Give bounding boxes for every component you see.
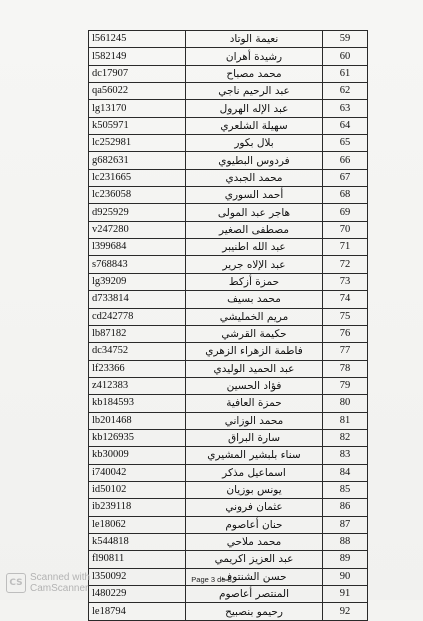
- id-cell: v247280: [89, 221, 186, 238]
- name-cell: عبد الإله الهرول: [186, 100, 323, 117]
- table-row: [89, 117, 368, 134]
- name-cell: محمد بسيف: [186, 291, 323, 308]
- id-cell: qa56022: [89, 83, 186, 100]
- id-cell: id50102: [89, 481, 186, 498]
- name-cell: محمد ملاحي: [186, 533, 323, 550]
- id-cell: l561245: [89, 31, 186, 48]
- table-row: [89, 343, 368, 360]
- row-number-cell: 77: [323, 343, 368, 360]
- row-number-cell: 63: [323, 100, 368, 117]
- table-row: [89, 412, 368, 429]
- id-cell: i740042: [89, 464, 186, 481]
- id-cell: kb184593: [89, 395, 186, 412]
- table-row: [89, 586, 368, 603]
- id-cell: lg39209: [89, 273, 186, 290]
- row-number-cell: 88: [323, 533, 368, 550]
- table-row: [89, 48, 368, 65]
- row-number-cell: 79: [323, 377, 368, 394]
- watermark-text: [30, 572, 90, 594]
- roster-table: [88, 30, 368, 621]
- table-row: [89, 377, 368, 394]
- id-cell: l480229: [89, 586, 186, 603]
- row-number-cell: 60: [323, 48, 368, 65]
- name-cell: محمد الوزاني: [186, 412, 323, 429]
- table-row: [89, 83, 368, 100]
- name-cell: حمزة العافية: [186, 395, 323, 412]
- name-cell: سناء بلبشير المشيري: [186, 447, 323, 464]
- table-row: [89, 256, 368, 273]
- name-cell: حمزة أزكط: [186, 273, 323, 290]
- name-cell: حنان أعاصوم: [186, 516, 323, 533]
- name-cell: حسن الشنتوف: [186, 568, 323, 585]
- row-number-cell: 65: [323, 135, 368, 152]
- id-cell: le18062: [89, 516, 186, 533]
- id-cell: k544818: [89, 533, 186, 550]
- table-row: [89, 551, 368, 568]
- id-cell: l582149: [89, 48, 186, 65]
- id-cell: lc231665: [89, 169, 186, 186]
- id-cell: lc252981: [89, 135, 186, 152]
- table-row: [89, 603, 368, 620]
- table-row: [89, 31, 368, 48]
- name-cell: محمد الجبدي: [186, 169, 323, 186]
- id-cell: l399684: [89, 239, 186, 256]
- id-cell: d733814: [89, 291, 186, 308]
- id-cell: lg13170: [89, 100, 186, 117]
- name-cell: عبد الحميد الوليدي: [186, 360, 323, 377]
- id-cell: ib239118: [89, 499, 186, 516]
- table-row: [89, 221, 368, 238]
- row-number-cell: 73: [323, 273, 368, 290]
- row-number-cell: 62: [323, 83, 368, 100]
- name-cell: مريم الخمليشي: [186, 308, 323, 325]
- row-number-cell: 87: [323, 516, 368, 533]
- id-cell: s768843: [89, 256, 186, 273]
- name-cell: عبد الرحيم ناجي: [186, 83, 323, 100]
- name-cell: عبد الإلاه جرير: [186, 256, 323, 273]
- id-cell: dc34752: [89, 343, 186, 360]
- row-number-cell: 92: [323, 603, 368, 620]
- name-cell: محمد مصباح: [186, 65, 323, 82]
- row-number-cell: 72: [323, 256, 368, 273]
- table-row: [89, 447, 368, 464]
- id-cell: l350092: [89, 568, 186, 585]
- id-cell: kb126935: [89, 429, 186, 446]
- id-cell: fl90811: [89, 551, 186, 568]
- name-cell: عبد الله اطنيبر: [186, 239, 323, 256]
- table-row: [89, 516, 368, 533]
- name-cell: اسماعيل مذكر: [186, 464, 323, 481]
- page-number: Page 3 de 5: [191, 575, 232, 584]
- roster-table-body: [89, 31, 368, 621]
- id-cell: kb30009: [89, 447, 186, 464]
- row-number-cell: 78: [323, 360, 368, 377]
- row-number-cell: 86: [323, 499, 368, 516]
- table-row: [89, 464, 368, 481]
- row-number-cell: 66: [323, 152, 368, 169]
- table-row: [89, 204, 368, 221]
- row-number-cell: 85: [323, 481, 368, 498]
- row-number-cell: 75: [323, 308, 368, 325]
- table-row: [89, 152, 368, 169]
- name-cell: فاطمة الزهراء الزهري: [186, 343, 323, 360]
- table-row: [89, 499, 368, 516]
- watermark-line-2: CamScanner: [30, 583, 89, 594]
- name-cell: المنتصر أعاصوم: [186, 586, 323, 603]
- row-number-cell: 91: [323, 586, 368, 603]
- name-cell: عبد العزيز اكريمي: [186, 551, 323, 568]
- id-cell: d925929: [89, 204, 186, 221]
- name-cell: مصطفى الصغير: [186, 221, 323, 238]
- row-number-cell: 71: [323, 239, 368, 256]
- row-number-cell: 80: [323, 395, 368, 412]
- table-row: [89, 65, 368, 82]
- table-row: [89, 187, 368, 204]
- row-number-cell: 68: [323, 187, 368, 204]
- id-cell: lc236058: [89, 187, 186, 204]
- id-cell: le18794: [89, 603, 186, 620]
- table-row: [89, 135, 368, 152]
- camscanner-watermark: [6, 572, 90, 594]
- table-row: [89, 239, 368, 256]
- id-cell: cd242778: [89, 308, 186, 325]
- table-row: [89, 325, 368, 342]
- camscanner-logo-icon: CS: [6, 573, 26, 593]
- table-row: [89, 273, 368, 290]
- row-number-cell: 76: [323, 325, 368, 342]
- name-cell: أحمد السوري: [186, 187, 323, 204]
- name-cell: يونس بوزيان: [186, 481, 323, 498]
- table-row: [89, 395, 368, 412]
- name-cell: هاجر عبد المولى: [186, 204, 323, 221]
- row-number-cell: 64: [323, 117, 368, 134]
- name-cell: سهيلة الشلعري: [186, 117, 323, 134]
- row-number-cell: 84: [323, 464, 368, 481]
- id-cell: lf23366: [89, 360, 186, 377]
- table-row: [89, 169, 368, 186]
- id-cell: k505971: [89, 117, 186, 134]
- table-row: [89, 308, 368, 325]
- row-number-cell: 83: [323, 447, 368, 464]
- id-cell: lb87182: [89, 325, 186, 342]
- name-cell: فردوس البطيوي: [186, 152, 323, 169]
- name-cell: سارة البراق: [186, 429, 323, 446]
- table-row: [89, 291, 368, 308]
- name-cell: حكيمة القرشي: [186, 325, 323, 342]
- name-cell: عثمان فروني: [186, 499, 323, 516]
- id-cell: dc17907: [89, 65, 186, 82]
- table-row: [89, 360, 368, 377]
- row-number-cell: 74: [323, 291, 368, 308]
- row-number-cell: 61: [323, 65, 368, 82]
- id-cell: g682631: [89, 152, 186, 169]
- watermark-line-1: Scanned with: [30, 572, 91, 583]
- name-cell: بلال بكور: [186, 135, 323, 152]
- table-row: [89, 533, 368, 550]
- table-row: [89, 481, 368, 498]
- row-number-cell: 90: [323, 568, 368, 585]
- name-cell: رحيمو بنصبيح: [186, 603, 323, 620]
- id-cell: lb201468: [89, 412, 186, 429]
- table-row: [89, 100, 368, 117]
- table-row: [89, 429, 368, 446]
- row-number-cell: 70: [323, 221, 368, 238]
- row-number-cell: 89: [323, 551, 368, 568]
- row-number-cell: 81: [323, 412, 368, 429]
- row-number-cell: 67: [323, 169, 368, 186]
- id-cell: z412383: [89, 377, 186, 394]
- row-number-cell: 59: [323, 31, 368, 48]
- name-cell: نعيمة الوتاد: [186, 31, 323, 48]
- name-cell: فؤاد الحسين: [186, 377, 323, 394]
- name-cell: رشيدة أهران: [186, 48, 323, 65]
- row-number-cell: 69: [323, 204, 368, 221]
- row-number-cell: 82: [323, 429, 368, 446]
